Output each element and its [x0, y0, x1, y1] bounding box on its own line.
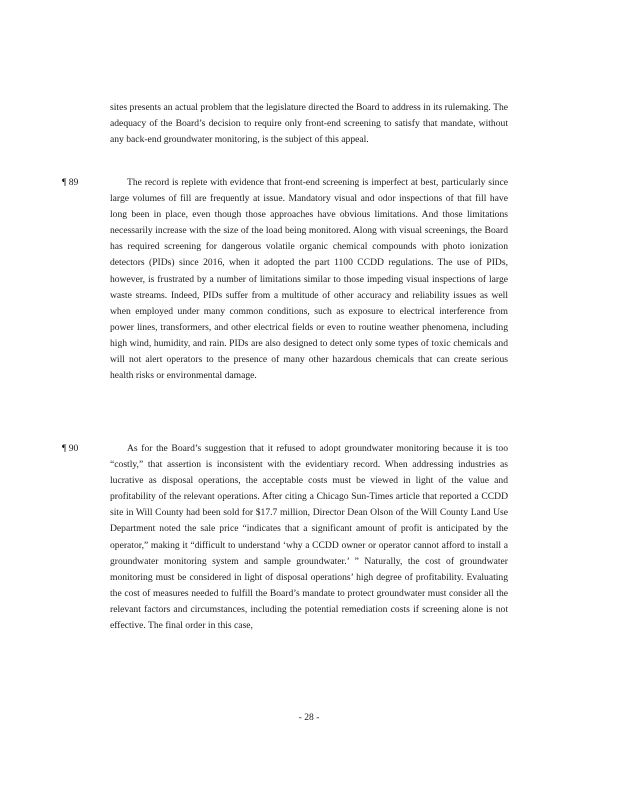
paragraph-number-90: ¶ 90: [62, 443, 79, 454]
paragraph-89-text: The record is replete with evidence that front-end screening is imperfect at best, particularly since large volumes of fill are frequently at issue. Mandatory visual and odor inspections of that fill have long been in place, even though those approaches have obvious limitations. And those limitations necessarily increase with the size of the load being monitored. Along with visual screenings, the Board has required screening for dangerous volatile organic chemical compounds with photo ionization detectors (PIDs) since 2016, when it adopted the part 1100 CCDD regulations. The use of PIDs, however, is frustrated by a number of limitations similar to those impeding visual inspections of large waste streams. Indeed, PIDs suffer from a multitude of other accuracy and reliability issues as well when employed under many common conditions, such as exposure to electrical interference from power lines, transformers, and other electrical fields or even to routine weather phenomena, including high wind, humidity, and rain. PIDs are also designed to detect only some types of toxic chemicals and will not alert operators to the presence of many other hazardous chemicals that can create serious health risks or environmental damage.: [110, 177, 508, 382]
paragraph-90-text: As for the Board’s suggestion that it refused to adopt groundwater monitoring because it is too “costly,” that assertion is inconsistent with the evidentiary record. When addressing industries as lucrative as disposal operations, the acceptable costs must be viewed in light of the value and profitability of the relevant operations. After citing a Chicago Sun-Times article that reported a CCDD site in Will County had been sold for $17.7 million, Director Dean Olson of the Will County Land Use Department noted the sale price “indicates that a significant amount of profit is anticipated by the operator,” making it “difficult to understand ‘why a CCDD owner or operator cannot afford to install a groundwater monitoring system and sample groundwater.’ ” Naturally, the cost of groundwater monitoring must be considered in light of disposal operations’ high degree of profitability. Evaluating the cost of measures needed to fulfill the Board’s mandate to protect groundwater must consider all the relevant factors and circumstances, including the potential remediation costs if screening alone is not effective. The final order in this case,: [110, 443, 508, 632]
paragraph-continuation: sites presents an actual problem that the legislature directed the Board to address in its rulemaking. The adequacy of the Board’s decision to require only front-end screening to satisfy that mandate, without any back-end groundwater monitoring, is the subject of this appeal.: [110, 102, 508, 146]
paragraph-89: [110, 175, 508, 384]
page-number: - 28 -: [298, 712, 320, 723]
paragraph-number-89: ¶ 89: [62, 177, 79, 188]
paragraph-90: [110, 441, 508, 634]
